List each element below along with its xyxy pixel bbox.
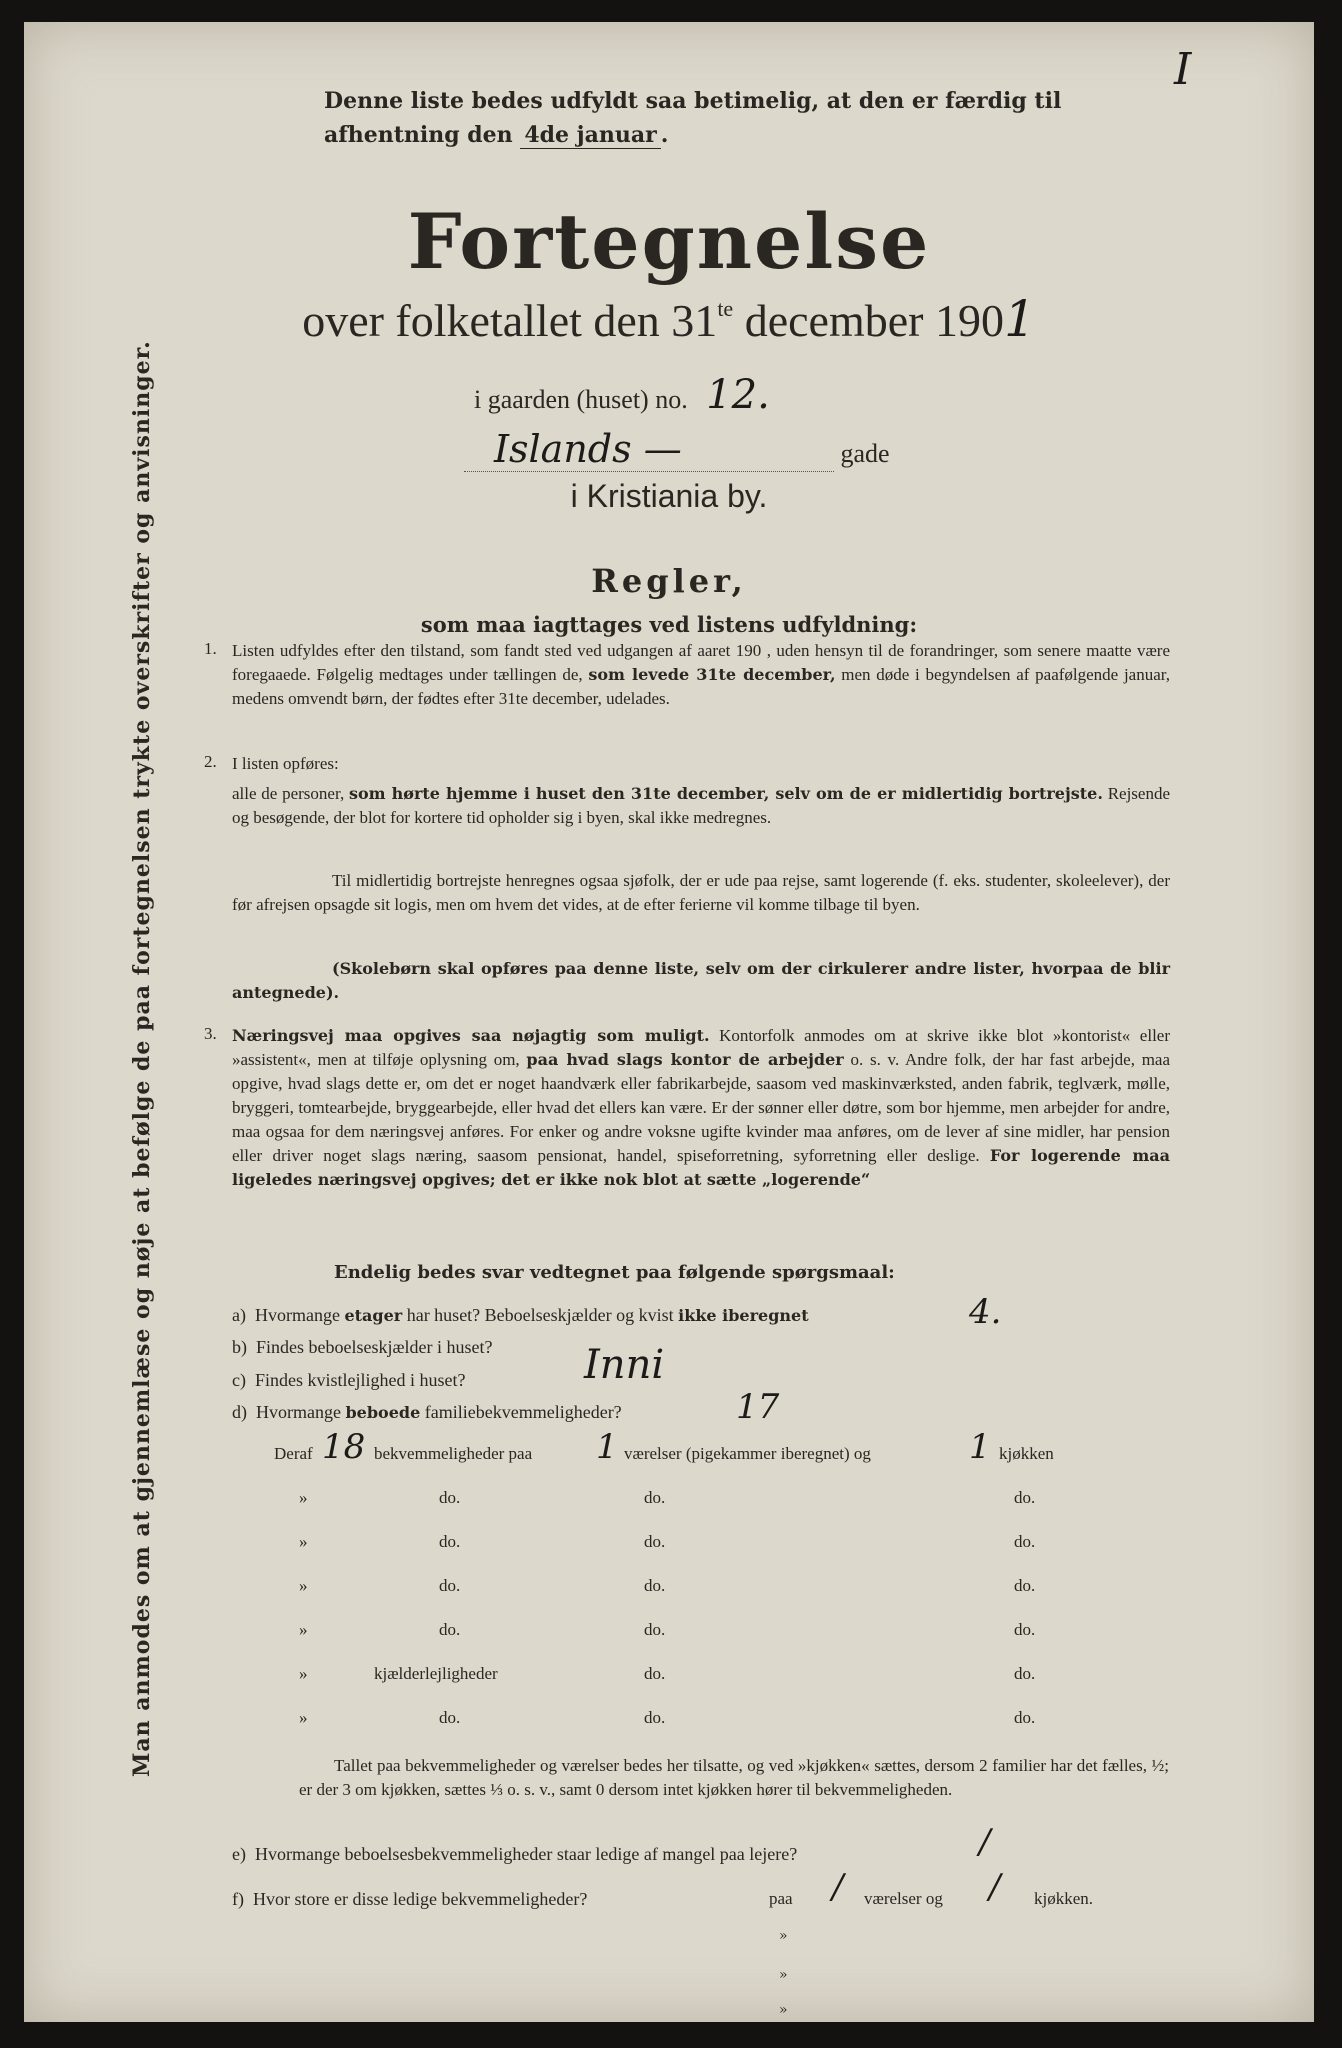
census-form-page (24, 22, 1314, 2022)
notice-text: Denne liste bedes udfyldt saa betimelig, at den er færdig til afhentning den (324, 88, 1062, 148)
do-cell: do. (439, 1620, 461, 1639)
corner-mark: I (1174, 44, 1192, 95)
notice-date: 4de januar (520, 122, 660, 149)
answer-bc: Inni (584, 1342, 665, 1388)
rule-text: o. s. v. Andre folk, der har fast arbejde, maa opgive, hvad slags dette er, om det er noget haandværk eller fabrikarbejde, saasom ved maskinværksted, anden fabrik, teglværk, mølle, bryggeri, tomtearbejde, bryggearbejde, eller hvad det ellers kan være. Er der sønner eller døtre, som bor hjemme, men arbejder for andre, maa ogsaa for dem næringsvej anføres. For enker og andre voksne ugifte kvinder maa anføres, om de lever af sine midler, har pension eller driver noget slags næring, saasom pensionat, handel, spiseforretning, syforretning eller deslige. (232, 1050, 1171, 1165)
deraf-count: 18 (322, 1427, 366, 1467)
do-cell: do. (1014, 1488, 1036, 1507)
rule-2-bold (232, 957, 1170, 1005)
answer-f-rooms: / (832, 1867, 844, 1907)
subtitle-hand-year: 1 (1003, 290, 1036, 348)
rule-bold: som hørte hjemme i huset den 31te december, selv om de er midlertidig bortrejste. (348, 784, 1103, 803)
question-key: d) (232, 1402, 247, 1422)
address-pre: i gaarden (huset) no. (474, 385, 688, 414)
question-e (232, 1844, 797, 1865)
do-cell: do. (644, 1488, 666, 1507)
answer-a: 4. (969, 1292, 1002, 1332)
question-text: Hvormange (256, 1402, 341, 1422)
question-text: familiebekvemmeligheder? (424, 1402, 622, 1422)
tallet-note: Tallet paa bekvemmeligheder og værelser bedes her tilsatte, og ved »kjøkken« sættes, dersom 2 familier har det fælles, ½; er der 3 om kjøkken, sættes ⅓ o. s. v., samt 0 dersom intet kjøkken hører til bekvemmeligheden. (299, 1756, 1169, 1799)
question-c (232, 1370, 465, 1391)
deraf-text: værelser (pigekammer iberegnet) og (624, 1444, 871, 1463)
do-mark: » (299, 1532, 308, 1551)
answer-d: 17 (736, 1387, 780, 1427)
rule-bold: som levede 31te december, (588, 665, 836, 684)
rule-3 (232, 1024, 1170, 1192)
rule-bold: (Skolebørn skal opføres paa denne liste, selv om der cirkulerer andre lister, hvorpaa de blir antegnede). (232, 959, 1170, 1002)
do-mark: » (299, 1488, 308, 1507)
do-cell: do. (1014, 1620, 1036, 1639)
rule-number: 1. (204, 639, 217, 658)
rule-text: men døde i begyndelsen af paafølgende januar, medens omvendt børn, der fødtes efter 31te december, udelades. (232, 665, 1171, 708)
rule-2-para: Til midlertidig bortrejste henregnes ogsaa sjøfolk, der er ude paa rejse, samt logerende (f. eks. studenter, skoleelever), der før afrejsen opsagde sit logis, men om hvem det vides, at de efter ferierne vil komme tilbage til byen. (232, 871, 1170, 914)
subtitle (24, 290, 1314, 348)
question-key: b) (232, 1337, 247, 1357)
do-cell: do. (439, 1488, 461, 1507)
f-paa: paa (769, 1889, 793, 1908)
city: i Kristiania by. (570, 478, 768, 514)
rule-text: alle de personer, (232, 784, 345, 803)
bottom-mark: » (779, 2002, 788, 2018)
rule-text: Listen udfyldes efter den tilstand, som fandt sted ved udgangen af aaret 190 , uden hensyn til de forandringer, som senere maatte være foregaaede. Følgelig medtages under tællingen de, (232, 641, 1170, 684)
notice (324, 84, 1184, 152)
rule-2-head: I listen opføres: (232, 754, 339, 773)
do-cell: do. (1014, 1532, 1036, 1551)
do-cell: do. (644, 1620, 666, 1639)
rule-number: 3. (204, 1024, 217, 1043)
subtitle-pre: over folketallet den 31 (302, 295, 718, 346)
do-cell: do. (439, 1576, 461, 1595)
deraf-text: bekvemmeligheder paa (374, 1444, 533, 1463)
question-b (232, 1337, 492, 1358)
address-street-line (464, 427, 1164, 472)
address-number-line (474, 372, 770, 418)
question-text: Findes kvistlejlighed i huset? (254, 1370, 466, 1390)
address-number: 12. (706, 372, 770, 418)
question-key: f) (232, 1889, 244, 1909)
rules-subtitle: som maa iagttages ved listens udfyldning: (420, 612, 918, 637)
question-bold: etager (344, 1306, 403, 1325)
rule-bold: For logerende maa ligeledes næringsvej opgives; det er ikke nok blot at sætte „logerende“ (232, 1146, 1170, 1189)
question-text: Findes beboelseskjælder i huset? (256, 1337, 493, 1357)
subtitle-post: december 190 (733, 295, 1004, 346)
rule-text: Rejsende og besøgende, der blot for kortere tid opholder sig i byen, skal ikke medregnes. (232, 784, 1171, 827)
deraf-label: Deraf (274, 1444, 313, 1463)
deraf-rooms: 1 (596, 1427, 618, 1467)
question-d (232, 1402, 622, 1423)
rule-2 (232, 782, 1170, 830)
question-f (232, 1889, 587, 1910)
question-a (232, 1305, 809, 1326)
do-cell: do. (644, 1664, 666, 1683)
rule-text: Kontorfolk anmodes om at skrive ikke blot »kontorist« eller »assistent«, men at tilføje oplysning om, (232, 1026, 1171, 1069)
rule-bold: paa hvad slags kontor de arbejder (526, 1050, 844, 1069)
do-cell: do. (439, 1708, 461, 1727)
answer-f-kitchen: / (989, 1867, 1001, 1907)
do-cell: do. (644, 1708, 666, 1727)
rule-1 (232, 639, 1170, 711)
f-text: kjøkken. (1034, 1889, 1094, 1908)
bottom-mark: » (779, 1928, 788, 1944)
deraf-text: kjøkken (999, 1444, 1054, 1463)
address-street: Islands — (464, 427, 834, 472)
bottom-mark: » (779, 1967, 788, 1983)
notice-end: . (660, 122, 669, 148)
question-bold: beboede (345, 1403, 421, 1422)
rule-bold: Næringsvej maa opgives saa nøjagtig som muligt. (232, 1026, 710, 1045)
do-cell: kjælderlejligheder (374, 1664, 498, 1683)
question-text: Hvor store er disse ledige bekvemmeligheder? (253, 1889, 588, 1909)
do-mark: » (299, 1576, 308, 1595)
side-instruction: Man anmodes om at gjennemlæse og nøje at befølge de paa fortegnelsen trykte overskrifter og anvisninger. (129, 340, 155, 1777)
f-text: værelser og (864, 1889, 943, 1908)
questions-intro: Endelig bedes svar vedtegnet paa følgende spørgsmaal: (334, 1262, 895, 1283)
do-cell: do. (1014, 1708, 1036, 1727)
question-text: Hvormange beboelsesbekvemmeligheder staar ledige af mangel paa lejere? (254, 1844, 798, 1864)
deraf-kitchen: 1 (969, 1427, 991, 1467)
do-mark: » (299, 1620, 308, 1639)
question-key: e) (232, 1844, 246, 1864)
do-cell: do. (1014, 1576, 1036, 1595)
address-suffix: gade (840, 439, 890, 468)
answer-e: / (979, 1822, 991, 1862)
question-key: c) (232, 1370, 246, 1390)
do-cell: do. (644, 1532, 666, 1551)
do-mark: » (299, 1664, 308, 1683)
question-key: a) (232, 1305, 246, 1325)
question-bold: ikke iberegnet (678, 1306, 809, 1325)
do-cell: do. (1014, 1664, 1036, 1683)
page-title: Fortegnelse (407, 197, 931, 286)
subtitle-sup: te (717, 296, 734, 321)
do-cell: do. (439, 1532, 461, 1551)
rule-number: 2. (204, 752, 217, 771)
do-cell: do. (644, 1576, 666, 1595)
question-text: har huset? Beboelseskjælder og kvist (406, 1305, 674, 1325)
do-mark: » (299, 1708, 308, 1727)
question-text: Hvormange (254, 1305, 340, 1325)
rules-title: Regler, (591, 562, 747, 600)
